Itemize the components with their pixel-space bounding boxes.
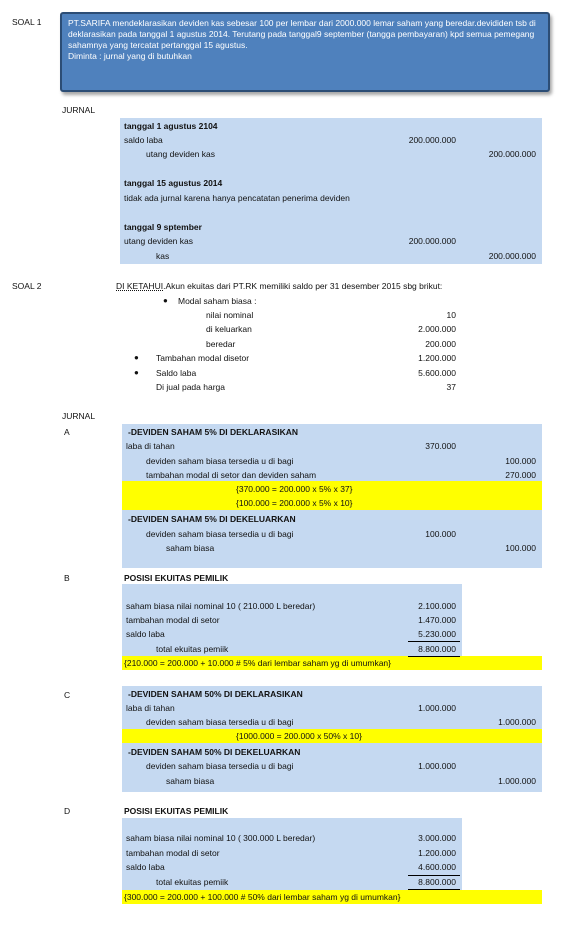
date1-heading: tanggal 1 agustus 2104 <box>124 121 218 131</box>
date3-credit-value: 200.000.000 <box>488 251 536 261</box>
date1-credit-value: 200.000.000 <box>488 149 536 159</box>
modal-label: Modal saham biasa : <box>178 296 257 306</box>
harga-value: 37 <box>446 382 456 392</box>
part-b-letter: B <box>64 573 70 583</box>
nilai-value: 10 <box>446 310 456 320</box>
part-a-calc2: {100.000 = 200.000 x 5% x 10} <box>236 498 353 508</box>
part-a-row4-debit: 100.000 <box>425 529 456 539</box>
date3-debit-account: utang deviden kas <box>124 236 193 246</box>
intro-prefix: DI KETAHUI <box>116 281 164 291</box>
part-b-total-line <box>408 656 460 657</box>
part-c-heading1: -DEVIDEN SAHAM 50% DI DEKLARASIKAN <box>128 689 303 699</box>
part-c-letter: C <box>64 690 71 700</box>
part-b-total-label: total ekuitas pemiik <box>156 644 229 654</box>
date1-debit-value: 200.000.000 <box>408 135 456 145</box>
part-d-total-value: 8.800.000 <box>418 877 456 887</box>
part-d-total-label: total ekuitas pemiik <box>156 877 229 887</box>
part-a-row5-credit: 100.000 <box>505 543 536 553</box>
part-a-row1-account: laba di tahan <box>126 441 175 451</box>
part-a-row5-account: saham biasa <box>166 543 215 553</box>
part-a-row2-credit: 100.000 <box>505 456 536 466</box>
part-a-row4-account: deviden saham biasa tersedia u di bagi <box>146 529 294 539</box>
soal2-label: SOAL 2 <box>12 281 42 291</box>
part-d-row2-account: tambahan modal di setor <box>126 848 220 858</box>
intro-rest: .Akun ekuitas dari PT.RK memiliki saldo per 31 desember 2015 sbg brikut: <box>163 281 443 291</box>
part-d-row1-account: saham biasa nilai nominal 10 ( 300.000 L beredar) <box>126 833 316 843</box>
date3-heading: tanggal 9 sptember <box>124 222 202 232</box>
bullet-icon: ● <box>134 353 139 362</box>
part-a-calc1: {370.000 = 200.000 x 5% x 37} <box>236 484 353 494</box>
date3-debit-value: 200.000.000 <box>408 236 456 246</box>
part-c-heading2: -DEVIDEN SAHAM 50% DI DEKELUARKAN <box>128 747 301 757</box>
saldo-label: Saldo laba <box>156 368 197 378</box>
beredar-value: 200.000 <box>425 339 456 349</box>
part-c-row1-account: laba di tahan <box>126 703 175 713</box>
part-a-letter: A <box>64 427 70 437</box>
saldo-value: 5.600.000 <box>418 368 456 378</box>
soal2-intro <box>116 280 442 292</box>
part-b-calc: {210.000 = 200.000 + 10.000 # 5% dari lembar saham yg di umumkan} <box>124 658 391 668</box>
part-c-row3-account: deviden saham biasa tersedia u di bagi <box>146 761 294 771</box>
part-b-row3-value: 5.230.000 <box>418 629 456 639</box>
part-c-row4-credit: 1.000.000 <box>498 776 536 786</box>
part-b-row2-account: tambahan modal di setor <box>126 615 220 625</box>
tambahan-label: Tambahan modal disetor <box>156 353 250 363</box>
part-c-row2-credit: 1.000.000 <box>498 717 536 727</box>
date3-credit-account: kas <box>156 251 170 261</box>
part-d-calc: {300.000 = 200.000 + 100.000 # 50% dari lembar saham yg di umumkan} <box>124 892 401 902</box>
soal1-callout <box>60 12 550 92</box>
part-d-row3-account: saldo laba <box>126 862 165 872</box>
part-d-letter: D <box>64 806 71 816</box>
part-b-heading: POSISI EKUITAS PEMILIK <box>124 573 229 583</box>
date2-note: tidak ada jurnal karena hanya pencatatan penerima deviden <box>124 193 350 203</box>
part-c-row4-account: saham biasa <box>166 776 215 786</box>
date1-credit-account: utang deviden kas <box>146 149 215 159</box>
part-a-heading2: -DEVIDEN SAHAM 5% DI DEKELUARKAN <box>128 514 296 524</box>
bullet-icon: ● <box>163 296 168 305</box>
soal1-label: SOAL 1 <box>12 17 42 27</box>
beredar-label: beredar <box>206 339 236 349</box>
bullet-icon: ● <box>134 368 139 377</box>
part-b-row1-account: saham biasa nilai nominal 10 ( 210.000 L beredar) <box>126 601 316 611</box>
part-a-row3-account: tambahan modal di setor dan deviden saham <box>146 470 317 480</box>
dikeluarkan-label: di keluarkan <box>206 324 252 334</box>
part-d-row3-value: 4.600.000 <box>418 862 456 872</box>
date1-debit-account: saldo laba <box>124 135 163 145</box>
part-c-row1-debit: 1.000.000 <box>418 703 456 713</box>
part-a-row1-debit: 370.000 <box>425 441 456 451</box>
part-d-row1-value: 3.000.000 <box>418 833 456 843</box>
tambahan-value: 1.200.000 <box>418 353 456 363</box>
callout-instruction-text: Diminta : jurnal yang di butuhkan <box>68 51 192 61</box>
part-d-row2-value: 1.200.000 <box>418 848 456 858</box>
date2-heading: tanggal 15 agustus 2014 <box>124 178 223 188</box>
part-a-row3-credit: 270.000 <box>505 470 536 480</box>
part-b-row2-value: 1.470.000 <box>418 615 456 625</box>
harga-label: Di jual pada harga <box>156 382 225 392</box>
jurnal-label-soal1: JURNAL <box>62 105 96 115</box>
part-b-total-value: 8.800.000 <box>418 644 456 654</box>
part-c-row2-account: deviden saham biasa tersedia u di bagi <box>146 717 294 727</box>
part-a-heading1: -DEVIDEN SAHAM 5% DI DEKLARASIKAN <box>128 427 299 437</box>
part-a-row2-account: deviden saham biasa tersedia u di bagi <box>146 456 294 466</box>
part-c-calc: {1000.000 = 200.000 x 50% x 10} <box>236 731 362 741</box>
part-d-heading: POSISI EKUITAS PEMILIK <box>124 806 229 816</box>
part-b-sum-line <box>408 641 460 642</box>
callout-problem-text: PT.SARIFA mendeklarasikan deviden kas sebesar 100 per lembar dari 2000.000 lemar saham yang beredar.devididen tsb di deklarasikan pada tanggal 1 agustus 2014. Terutang pada tanggal9 september (tangga pembayaran) kpd semua pemegang sahamnya yang tercatat pertanggal 15 agustus. <box>68 18 536 50</box>
jurnal-label-soal2: JURNAL <box>62 411 96 421</box>
part-b-row1-value: 2.100.000 <box>418 601 456 611</box>
nilai-label: nilai nominal <box>206 310 254 320</box>
dikeluarkan-value: 2.000.000 <box>418 324 456 334</box>
part-c-row3-debit: 1.000.000 <box>418 761 456 771</box>
part-b-row3-account: saldo laba <box>126 629 165 639</box>
part-d-total-line <box>408 889 460 890</box>
